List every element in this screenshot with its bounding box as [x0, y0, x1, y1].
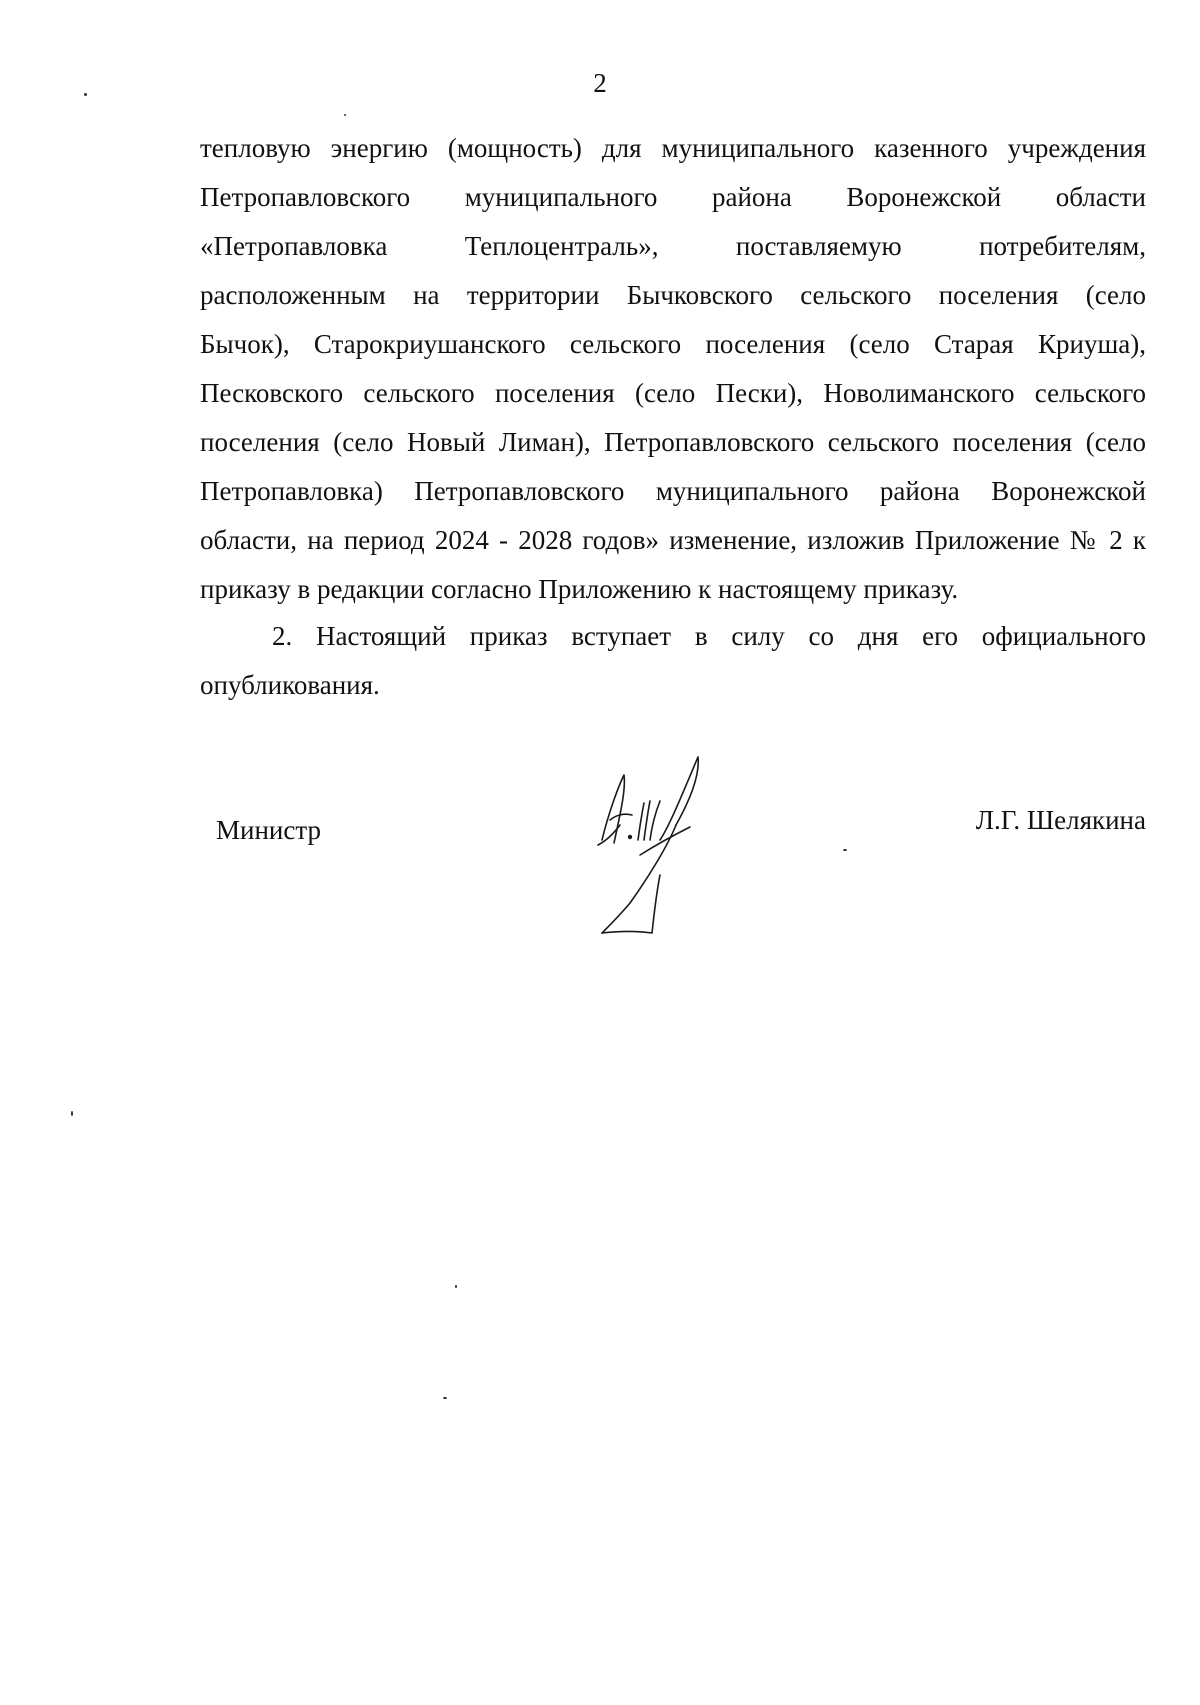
signatory-name: Л.Г. Шелякина	[975, 805, 1146, 835]
paragraph-1-line: Бычок), Старокриушанского сельского поселения (село Старая Криуша),	[200, 329, 1146, 359]
paragraph-2-line: опубликования.	[200, 670, 380, 700]
paragraph-1-line: Петропавловского муниципального района Воронежской области	[200, 182, 1146, 212]
paragraph-1-line: области, на период 2024 - 2028 годов» изменение, изложив Приложение № 2 к	[200, 525, 1146, 555]
scan-speck	[843, 849, 847, 851]
paragraph-1-line: поселения (село Новый Лиман), Петропавловского сельского поселения (село	[200, 427, 1146, 457]
signatory-title: Министр	[216, 815, 321, 845]
paragraph-1-line: расположенным на территории Бычковского сельского поселения (село	[200, 280, 1146, 310]
scan-speck	[71, 1111, 73, 1116]
paragraph-2-line: 2. Настоящий приказ вступает в силу со дня его официального	[272, 621, 1146, 651]
paragraph-1	[200, 124, 1146, 614]
paragraph-1-line: Песковского сельского поселения (село Пески), Новолиманского сельского	[200, 378, 1146, 408]
page-number: 2	[593, 68, 607, 98]
paragraph-1-line: «Петропавловка Теплоцентраль», поставляемую потребителям,	[200, 231, 1146, 261]
scan-speck	[455, 1285, 457, 1288]
paragraph-1-line: Петропавловка) Петропавловского муниципального района Воронежской	[200, 476, 1146, 506]
paragraph-1-line: приказу в редакции согласно Приложению к настоящему приказу.	[200, 574, 959, 604]
scan-speck	[84, 93, 87, 96]
handwritten-signature	[580, 745, 750, 945]
scan-speck	[443, 1397, 447, 1399]
paragraph-1-line: тепловую энергию (мощность) для муниципального казенного учреждения	[200, 133, 1146, 163]
paragraph-2	[200, 612, 1146, 710]
scan-speck	[344, 114, 346, 116]
